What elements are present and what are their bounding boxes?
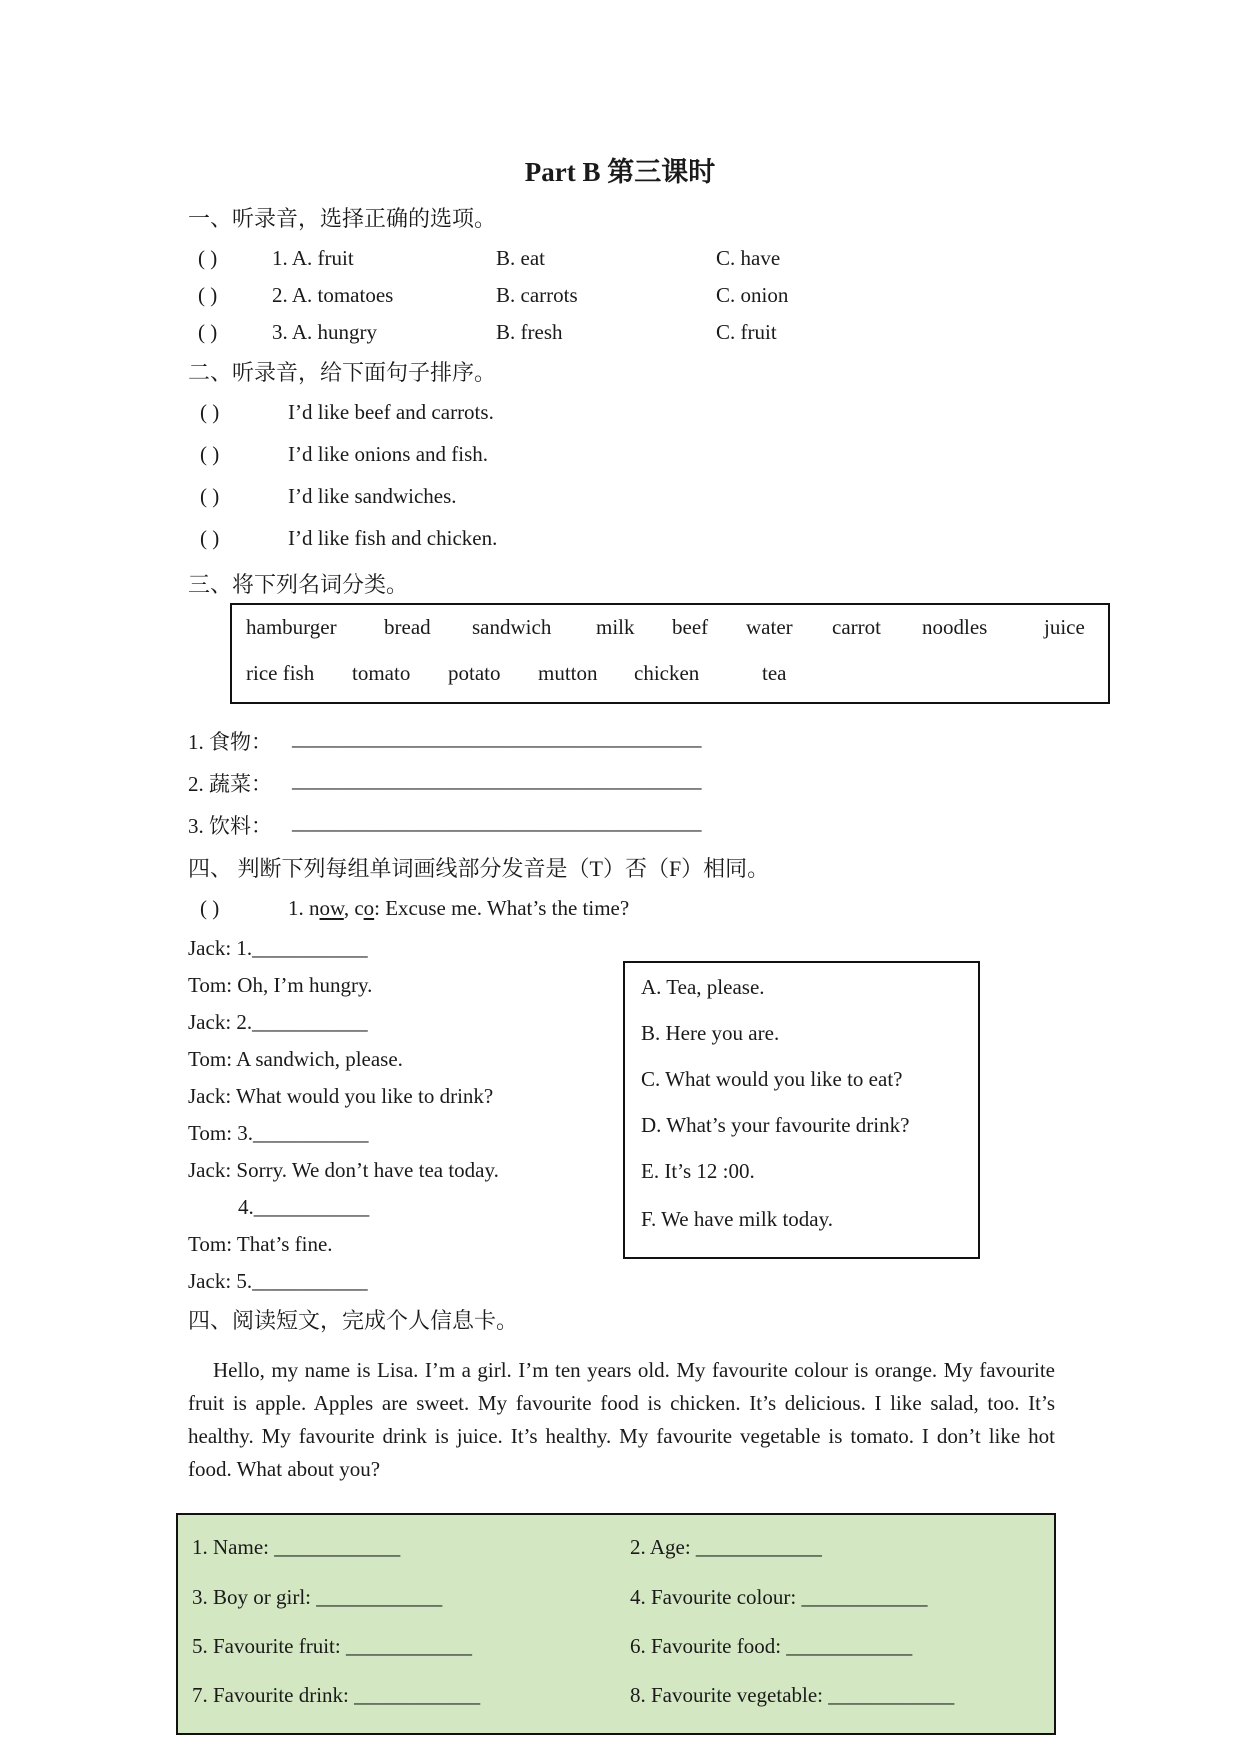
card-field[interactable]: 8. Favourite vegetable: ____________ bbox=[630, 1683, 955, 1707]
card-field[interactable]: 3. Boy or girl: ____________ bbox=[192, 1585, 443, 1609]
dialog-line: Tom: A sandwich, please. bbox=[188, 1047, 403, 1071]
option: B. Here you are. bbox=[641, 1021, 780, 1045]
s1-option-a-1: 1. A. fruit bbox=[272, 246, 354, 270]
option: C. What would you like to eat? bbox=[641, 1067, 903, 1091]
section3-heading: 三、将下列名词分类。 bbox=[188, 572, 409, 597]
word: sandwich bbox=[472, 615, 552, 639]
dialog-line: Jack: 5.___________ bbox=[188, 1269, 368, 1293]
info-card bbox=[176, 1513, 1056, 1735]
category-line-3[interactable]: _______________________________________ bbox=[292, 810, 702, 834]
s2-sentence-4: I’d like fish and chicken. bbox=[288, 526, 498, 550]
word: bread bbox=[384, 615, 431, 639]
s2-sentence-3: I’d like sandwiches. bbox=[288, 484, 457, 508]
s2-paren-3: ( ) bbox=[200, 484, 220, 508]
dialog-line: Jack: What would you like to drink? bbox=[188, 1084, 494, 1108]
s2-sentence-2: I’d like onions and fish. bbox=[288, 442, 489, 466]
section4-heading: 四、 判断下列每组单词画线部分发音是（T）否（F）相同。 bbox=[188, 856, 770, 881]
s1-option-c-2: C. onion bbox=[716, 283, 789, 307]
word: mutton bbox=[538, 661, 598, 685]
s1-paren-2: ( ) bbox=[198, 283, 218, 307]
s1-option-b-2: B. carrots bbox=[496, 283, 578, 307]
s1-option-a-3: 3. A. hungry bbox=[272, 320, 377, 344]
word: beef bbox=[672, 615, 709, 639]
s4-paren: ( ) bbox=[200, 896, 220, 920]
s4-item: 1. now, co: Excuse me. What’s the time? bbox=[288, 896, 630, 920]
s1-option-b-3: B. fresh bbox=[496, 320, 563, 344]
dialog-line: 4.___________ bbox=[238, 1195, 370, 1219]
card-field[interactable]: 7. Favourite drink: ____________ bbox=[192, 1683, 481, 1707]
s2-paren-1: ( ) bbox=[200, 400, 220, 424]
word: potato bbox=[448, 661, 501, 685]
category-line-2[interactable]: _______________________________________ bbox=[292, 768, 702, 792]
category-label-3: 3. 饮料： bbox=[188, 814, 272, 838]
dialog-line: Jack: 1.___________ bbox=[188, 936, 368, 960]
options-box bbox=[623, 961, 980, 1259]
word: chicken bbox=[634, 661, 700, 685]
card-field[interactable]: 1. Name: ____________ bbox=[192, 1535, 401, 1559]
word: water bbox=[746, 615, 793, 639]
s1-paren-1: ( ) bbox=[198, 246, 218, 270]
reading-paragraph: Hello, my name is Lisa. I’m a girl. I’m ten years old. My favourite colour is orange. My favourite fruit is apple. Apples are sweet. My favourite food is chicken. It’s delicious. I like salad, too. It’s healthy. My favourite drink is juice. It’s healthy. My favourite vegetable is tomato. I don’t like hot food. What about you? bbox=[188, 1358, 1055, 1481]
underlined-ow: ow bbox=[319, 896, 344, 920]
word: milk bbox=[596, 615, 635, 639]
option: E. It’s 12 :00. bbox=[641, 1159, 755, 1183]
section1-heading: 一、听录音，选择正确的选项。 bbox=[188, 206, 497, 231]
category-label-1: 1. 食物： bbox=[188, 730, 272, 754]
s2-sentence-1: I’d like beef and carrots. bbox=[288, 400, 494, 424]
category-line-1[interactable]: _______________________________________ bbox=[292, 726, 702, 750]
card-field[interactable]: 5. Favourite fruit: ____________ bbox=[192, 1634, 472, 1658]
word: tea bbox=[762, 661, 787, 685]
option: F. We have milk today. bbox=[641, 1207, 834, 1231]
option: D. What’s your favourite drink? bbox=[641, 1113, 910, 1137]
word: juice bbox=[1044, 615, 1085, 639]
dialog-line: Jack: 2.___________ bbox=[188, 1010, 368, 1034]
word: tomato bbox=[352, 661, 411, 685]
section5-heading: 四、阅读短文，完成个人信息卡。 bbox=[188, 1308, 519, 1333]
word: carrot bbox=[832, 615, 881, 639]
dialog-line: Jack: Sorry. We don’t have tea today. bbox=[188, 1158, 499, 1182]
s1-option-c-3: C. fruit bbox=[716, 320, 777, 344]
card-field[interactable]: 4. Favourite colour: ____________ bbox=[630, 1585, 928, 1609]
word-box bbox=[230, 603, 1110, 704]
s1-option-c-1: C. have bbox=[716, 246, 781, 270]
word: rice fish bbox=[246, 661, 315, 685]
section2-heading: 二、听录音，给下面句子排序。 bbox=[188, 360, 497, 385]
word: hamburger bbox=[246, 615, 337, 639]
card-field[interactable]: 6. Favourite food: ____________ bbox=[630, 1634, 913, 1658]
s1-paren-3: ( ) bbox=[198, 320, 218, 344]
page-title: Part B 第三课时 bbox=[524, 157, 716, 187]
s2-paren-2: ( ) bbox=[200, 442, 220, 466]
s1-option-b-1: B. eat bbox=[496, 246, 545, 270]
card-field[interactable]: 2. Age: ____________ bbox=[630, 1535, 822, 1559]
dialog-line: Tom: 3.___________ bbox=[188, 1121, 369, 1145]
dialog-line: Tom: Oh, I’m hungry. bbox=[188, 973, 373, 997]
option: A. Tea, please. bbox=[641, 975, 765, 999]
s2-paren-4: ( ) bbox=[200, 526, 220, 550]
s1-option-a-2: 2. A. tomatoes bbox=[272, 283, 394, 307]
word: noodles bbox=[922, 615, 988, 639]
category-label-2: 2. 蔬菜： bbox=[188, 772, 272, 796]
underlined-o: o bbox=[363, 896, 375, 920]
dialog-line: Tom: That’s fine. bbox=[188, 1232, 333, 1256]
